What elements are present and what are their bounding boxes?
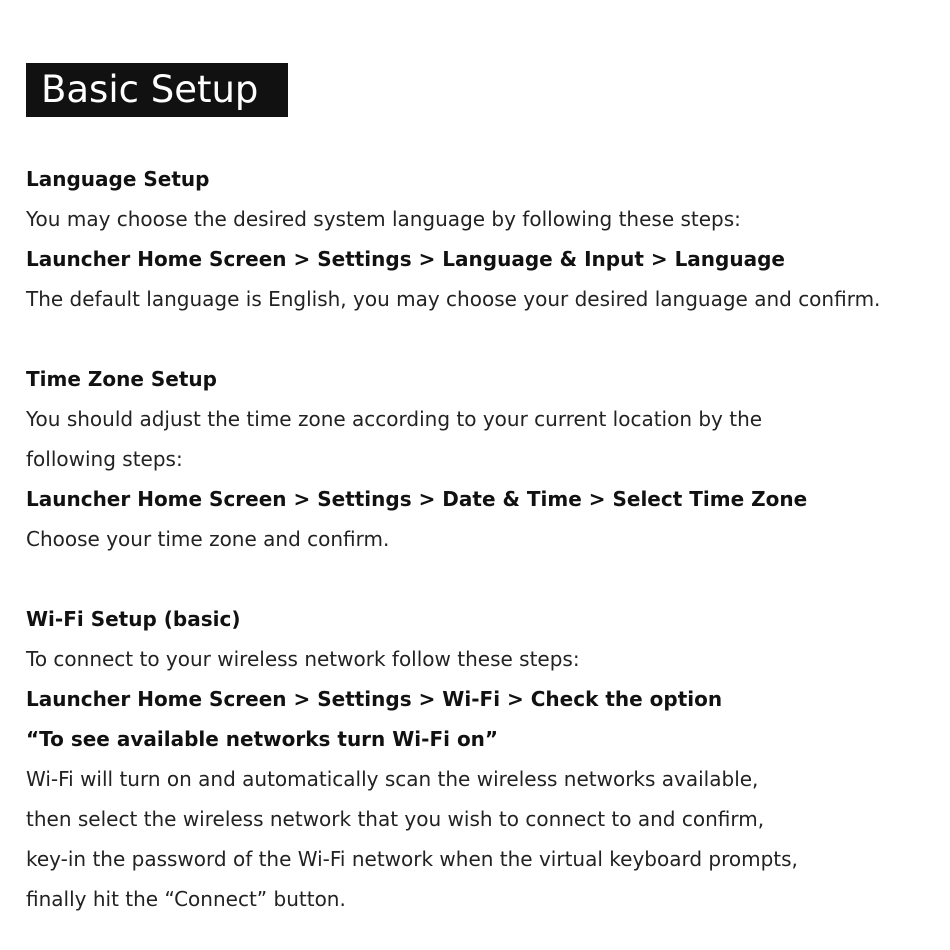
body-text: Choose your time zone and confirm. <box>26 527 390 551</box>
page-title: Basic Setup <box>41 68 259 111</box>
menu-path: Launcher Home Screen > Settings > Date & Time > Select Time Zone <box>26 487 808 511</box>
body-text: following steps: <box>26 447 183 471</box>
menu-path: Launcher Home Screen > Settings > Language & Input > Language <box>26 247 785 271</box>
body-text: To connect to your wireless network follow these steps: <box>26 647 580 671</box>
section-time-zone-setup <box>26 363 950 563</box>
section-wifi-setup <box>26 603 950 923</box>
section-heading: Language Setup <box>26 167 210 191</box>
menu-path: Launcher Home Screen > Settings > Wi-Fi > Check the option <box>26 687 723 711</box>
body-text: You may choose the desired system language by following these steps: <box>26 207 741 231</box>
page-title-box <box>26 63 288 117</box>
menu-option: “To see available networks turn Wi-Fi on” <box>26 727 499 751</box>
body-text: then select the wireless network that you wish to connect to and confirm, <box>26 807 765 831</box>
section-spacer <box>26 563 950 603</box>
section-heading: Time Zone Setup <box>26 367 217 391</box>
body-text: key-in the password of the Wi-Fi network when the virtual keyboard prompts, <box>26 847 798 871</box>
body-text: finally hit the “Connect” button. <box>26 887 346 911</box>
document-body <box>26 163 950 923</box>
body-text: The default language is English, you may choose your desired language and confirm. <box>26 287 881 311</box>
section-heading: Wi-Fi Setup (basic) <box>26 607 241 631</box>
section-language-setup <box>26 163 950 323</box>
body-text: Wi-Fi will turn on and automatically scan the wireless networks available, <box>26 767 759 791</box>
section-spacer <box>26 323 950 363</box>
body-text: You should adjust the time zone according to your current location by the <box>26 407 763 431</box>
